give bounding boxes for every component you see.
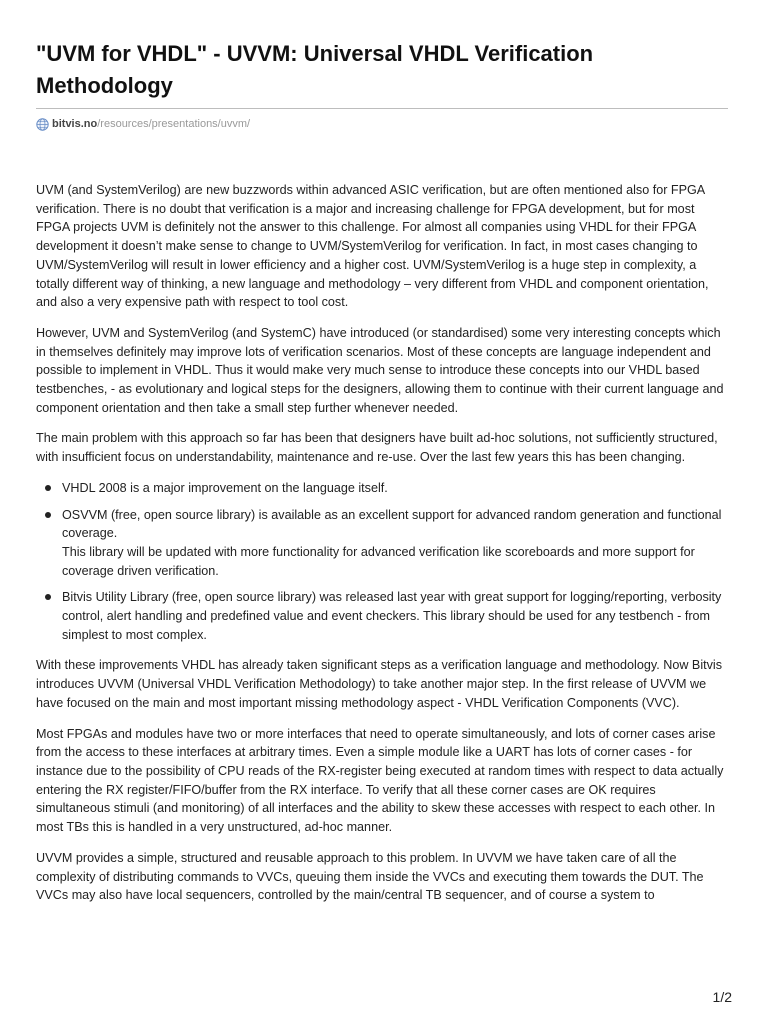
title-divider [36,108,728,109]
source-url[interactable] [36,116,728,132]
globe-icon [36,118,49,131]
list-item-note: This library will be updated with more functionality for advanced verification like scoreboards and more support for coverage driven verification. [62,544,695,578]
list-item [62,506,728,581]
bullet-list [36,479,728,645]
paragraph: Most FPGAs and modules have two or more interfaces that need to operate simultaneously, and lots of corner cases arise from the access to these interfaces at arbitrary times. Even a simple module like a UART has lots of corner cases - for instance due to the possibility of CPU reads of the RX-register being executed at random times with respect to data actually entering the RX register/FIFO/buffer from the RX interface. To verify that all these corner cases are OK requires simultaneous stimuli (and monitoring) of all interfaces and the ability to skew these accesses with respect to each other. In most TBs this is handled in a very unstructured, ad-hoc manner. [36,726,724,835]
page-title: "UVM for VHDL" - UVVM: Universal VHDL Verification Methodology [36,41,594,98]
paragraph: UVM (and SystemVerilog) are new buzzwords within advanced ASIC verification, but are often mentioned also for FPGA verification. There is no doubt that verification is a major and increasing challenge for FPGA development, but for most FPGA projects UVM is definitely not the answer to this challenge. For almost all companies using VHDL for their FPGA development it doesn’t make sense to change to UVM/SystemVerilog for verification. In fact, in most cases changing to UVM/SystemVerilog will result in lower efficiency and a higher cost. UVM/SystemVerilog is a huge step in complexity, a totally different way of thinking, a new language and methodology – very different from VHDL and component orientation, and also a very expensive path with respect to tool cost. [36,183,709,310]
page-number: 1/2 [712,989,732,1005]
list-item [62,479,728,498]
list-item-text: OSVVM (free, open source library) is available as an excellent support for advanced random generation and functional coverage. [62,507,722,541]
article-body [36,181,728,905]
source-path[interactable]: /resources/presentations/uvvm/ [97,118,251,130]
list-item-text: Bitvis Utility Library (free, open source library) was released last year with great support for logging/reporting, verbosity control, alert handling and predefined value and event checkers. This library should be used for any testbench - from simplest to most complex. [62,590,722,642]
paragraph: UVVM provides a simple, structured and reusable approach to this problem. In UVVM we have taken care of all the complexity of distributing commands to VVCs, queuing them inside the VVCs and executing them towards the DUT. The VVCs may also have local sequencers, controlled by the main/central TB sequencer, and of course a system to [36,850,704,903]
paragraph: With these improvements VHDL has already taken significant steps as a verification language and methodology. Now Bitvis introduces UVVM (Universal VHDL Verification Methodology) to take another major step. In the first release of UVVM we have focused on the main and most important missing methodology aspect - VHDL Verification Components (VVC). [36,658,723,710]
paragraph: The main problem with this approach so far has been that designers have built ad-hoc solutions, not sufficiently structured, with insufficient focus on understandability, maintenance and re-use. Over the last few years this has been changing. [36,431,718,465]
paragraph: However, UVM and SystemVerilog (and SystemC) have introduced (or standardised) some very interesting concepts which in themselves definitely may improve lots of verification scenarios. Most of these concepts are language independent and possible to implement in VHDL. Thus it would make very much sense to introduce these concepts into our VHDL based testbenches, - as evolutionary and logical steps for the designers, allowing them to continue with their current language and component orientation and then take a small step further whenever needed. [36,325,724,415]
document-page [36,0,728,917]
list-item [62,588,728,644]
list-item-text: VHDL 2008 is a major improvement on the language itself. [62,480,388,495]
source-domain[interactable]: bitvis.no [52,118,98,130]
